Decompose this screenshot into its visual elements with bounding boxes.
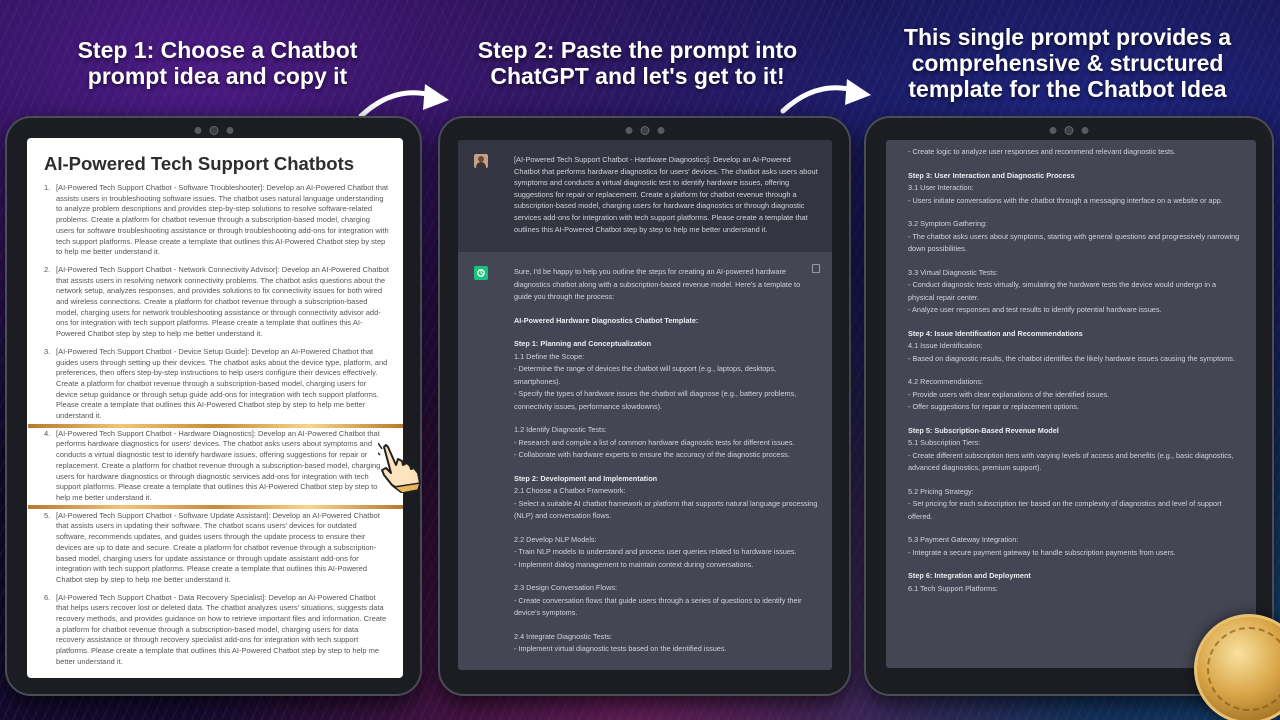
text-line: 4.2 Recommendations:: [908, 377, 984, 386]
document-title: AI-Powered Tech Support Chatbots: [44, 153, 355, 174]
text-line: - Create logic to analyze user responses and recommend relevant diagnostic tests.: [908, 147, 1176, 156]
step2-line-2: ChatGPT and let's get to it!: [490, 63, 785, 89]
text-line: - Conduct diagnostic tests virtually, simulating the hardware tests the device would undergo in a physical repair center.: [908, 280, 1217, 302]
text-line: - Based on diagnostic results, the chatbot identifies the likely hardware issues causing the symptoms.: [908, 353, 1235, 363]
text-line: - Implement dialog management to maintain context during conversations.: [514, 559, 754, 569]
text-line: - Users initiate conversations with the chatbot through a messaging interface on a website or app.: [908, 195, 1223, 205]
text-line: 5.1 Subscription Tiers:: [908, 438, 981, 447]
text-line: 2.4 Integrate Diagnostic Tests:: [514, 631, 613, 641]
text-line: - Analyze user responses and test results to identify potential hardware issues.: [908, 305, 1162, 314]
template-output[interactable]: [886, 140, 1256, 668]
chat-window[interactable]: [458, 140, 832, 670]
text-line: - Offer suggestions for repair or replacement options.: [908, 402, 1080, 411]
text-line: - Determine the range of devices the chatbot will support (e.g., laptops, desktops, smartphones).: [514, 364, 777, 386]
list-item-text: [AI-Powered Tech Support Chatbot - Hardware Diagnostics]: Develop an AI-Powered Chatbot that performs hardware diagnostics for users' devices. The chatbot asks users about symptoms and conducts a virtual diagnostic test to identify hardware issues, offering suggestions for repair or replacement. Create a platform for chatbot revenue through a subscription-based model, charging users for hardware diagnostics or through diagnostic services add-ons for integration with tech support platforms. Please create a template that outlines this AI-Powered Chatbot step by step to help me better understand it.: [56, 428, 381, 502]
text-line: 5.3 Payment Gateway Integration:: [908, 535, 1019, 544]
curved-arrow-icon: [777, 75, 877, 117]
list-item-number: 5.: [44, 510, 51, 520]
text-line: Sure, I'd be happy to help you outline the steps for creating an AI-powered hardware diagnostics chatbot along with a subscription-based revenue model. Here's a template to guide you through the process:: [514, 267, 801, 301]
camera-icon: [625, 126, 664, 135]
user-message: [458, 140, 832, 252]
prompt-list-item[interactable]: [44, 593, 389, 668]
section-heading: Step 1: Planning and Conceptualization: [514, 339, 652, 348]
step1-line-2: prompt idea and copy it: [87, 63, 348, 89]
text-line: - Train NLP models to understand and process user queries related to hardware issues.: [514, 547, 797, 556]
pointing-hand-icon: [378, 443, 424, 493]
list-item-number: 2.: [44, 264, 51, 274]
spacer: [514, 620, 818, 631]
section-heading: AI-Powered Hardware Diagnostics Chatbot Template:: [514, 315, 699, 325]
spacer: [908, 559, 1244, 570]
template-text: [908, 146, 1244, 595]
spacer: [908, 414, 1244, 425]
list-item-text: [AI-Powered Tech Support Chatbot - Network Connectivity Advisor]: Develop an AI-Powered Chatbot that assists users in resolving network connectivity problems. The chatbot asks questions about the network setup, analyzes responses, and provides solutions to fix connectivity issues for both wired and wireless connections. Create a platform for chatbot revenue through a subscription-based model, charging users for network troubleshooting assistance or through connectivity advisor add-ons for integration with tech support platforms. Please create a template that outlines this AI-Powered Chatbot step by step to help me better understand it.: [56, 264, 389, 339]
text-line: 3.3 Virtual Diagnostic Tests:: [908, 267, 998, 277]
list-item-text: [AI-Powered Tech Support Chatbot - Device Setup Guide]: Develop an AI-Powered Chatbot that guides users through setting up their devices. The chatbot asks about the device type, platform, and preferences, then offers step-by-step instructions to help users configure their devices effectively. Create a platform for chatbot revenue through a subscription-based model, charging users for device setup guidance or through setup guide add-ons for integration with tech support platforms. Please create a template that outlines this AI-Powered Chatbot step by step to help me better understand it.: [56, 346, 388, 421]
spacer: [514, 413, 818, 424]
step3-line-1: This single prompt provides a: [903, 24, 1232, 50]
tablet-prompt-list: [5, 116, 422, 696]
text-line: - Create different subscription tiers with varying levels of access and benefits (e.g., basic diagnostics, advanced diagnostics, premium support).: [908, 450, 1234, 472]
assistant-message: [458, 252, 832, 656]
step1-line-1: Step 1: Choose a Chatbot: [77, 37, 358, 63]
camera-icon: [194, 126, 233, 135]
text-line: - Collaborate with hardware experts to ensure the accuracy of the diagnostic process.: [514, 450, 790, 459]
text-line: - Create conversation flows that guide users through a series of questions to identify their device's symptoms.: [514, 595, 802, 617]
section-heading: Step 3: User Interaction and Diagnostic Process: [908, 170, 1075, 180]
list-item-text: [AI-Powered Tech Support Chatbot - Software Update Assistant]: Develop an AI-Powered Chatbot that assists users in updating their software. The chatbot scans users' devices for outdated software, recommends updates, and guides users through the update process to ensure their devices are up to date and secure. Create a platform for chatbot revenue through a subscription-based model, charging users for update assistance or through update assistant add-ons for integration with tech support platforms. Please create a template that outlines this AI-Powered Chatbot step by step to help me better understand it.: [56, 510, 380, 584]
tablet-chatgpt: [438, 116, 851, 696]
chatgpt-logo-icon: [474, 266, 488, 280]
text-line: 2.2 Develop NLP Models:: [514, 534, 597, 544]
spacer: [514, 462, 818, 473]
list-item-number: 1.: [44, 183, 51, 192]
list-item-number: 3.: [44, 346, 51, 356]
spacer: [514, 571, 818, 582]
text-line: - Select a suitable AI chatbot framework or platform that supports natural language processing (NLP) and conversation flows.: [514, 498, 818, 520]
spacer: [908, 365, 1244, 376]
user-avatar: [474, 154, 488, 168]
assistant-response-text: [514, 266, 818, 656]
spacer: [514, 304, 818, 315]
text-line: - Research and compile a list of common hardware diagnostic tests for different issues.: [514, 437, 795, 447]
text-line: - Set pricing for each subscription tier based on the complexity of diagnostics and level of support offered.: [908, 499, 1222, 521]
text-line: 3.2 Symptom Gathering:: [908, 219, 988, 228]
spacer: [514, 523, 818, 534]
text-line: - Specify the types of hardware issues the chatbot will diagnose (e.g., battery problems, connectivity issues, performance slowdowns).: [514, 389, 797, 411]
section-heading: Step 4: Issue Identification and Recommendations: [908, 328, 1083, 338]
text-line: 2.1 Choose a Chatbot Framework:: [514, 486, 626, 495]
text-line: 2.3 Design Conversation Flows:: [514, 583, 618, 592]
step1-caption: [30, 37, 405, 89]
prompt-document[interactable]: [27, 138, 403, 678]
text-line: 6.1 Tech Support Platforms:: [908, 583, 998, 593]
section-heading: Step 5: Subscription-Based Revenue Model: [908, 425, 1059, 435]
tablet-template-output: [864, 116, 1274, 696]
spacer: [908, 159, 1244, 170]
text-line: 1.2 Identify Diagnostic Tests:: [514, 425, 607, 434]
step3-caption: [875, 24, 1260, 102]
step2-line-1: Step 2: Paste the prompt into: [477, 37, 798, 63]
spacer: [908, 256, 1244, 267]
copy-icon[interactable]: [812, 264, 820, 273]
prompt-list-item[interactable]: [44, 265, 389, 340]
list-item-number: 6.: [44, 592, 51, 602]
spacer: [908, 317, 1244, 328]
text-line: 5.2 Pricing Strategy:: [908, 486, 974, 496]
text-line: - Integrate a secure payment gateway to handle subscription payments from users.: [908, 547, 1176, 557]
list-item-text: [AI-Powered Tech Support Chatbot - Software Troubleshooter]: Develop an AI-Powered Chatbot that assists users in troubleshooting software issues. The chatbot uses natural language understanding to analyze problem descriptions and provides step-by-step solutions to resolve software-related problems. Create a platform for chatbot revenue through a subscription-based model, charging users for software troubleshooting assistance or through troubleshooting add-ons for integration with tech support platforms. Please create a template that outlines this AI-Powered Chatbot step by step to help me better understand it.: [56, 183, 389, 257]
text-line: 4.1 Issue Identification:: [908, 341, 983, 350]
prompt-list: [44, 183, 389, 668]
spacer: [908, 207, 1244, 218]
section-heading: Step 6: Integration and Deployment: [908, 571, 1031, 580]
spacer: [908, 523, 1244, 534]
step3-line-3: template for the Chatbot Idea: [908, 76, 1227, 102]
step2-caption: [440, 37, 835, 89]
prompt-list-item[interactable]: [44, 347, 389, 422]
prompt-list-item[interactable]: [44, 183, 389, 258]
text-line: 1.1 Define the Scope:: [514, 351, 585, 361]
text-line: - Provide users with clear explanations of the identified issues.: [908, 389, 1110, 399]
spacer: [514, 327, 818, 338]
text-line: - Implement virtual diagnostic tests based on the identified issues.: [514, 644, 727, 653]
prompt-list-item[interactable]: [44, 511, 389, 586]
list-item-number: 4.: [44, 428, 51, 438]
text-line: 3.1 User Interaction:: [908, 183, 974, 192]
prompt-list-item[interactable]: [44, 429, 389, 504]
text-line: - The chatbot asks users about symptoms, starting with general questions and progressively narrowing down possibilities.: [908, 231, 1240, 253]
spacer: [908, 475, 1244, 486]
section-heading: Step 2: Development and Implementation: [514, 473, 658, 483]
step3-line-2: comprehensive & structured: [911, 50, 1224, 76]
user-prompt-text: [AI-Powered Tech Support Chatbot - Hardware Diagnostics]: Develop an AI-Powered Chatbot that performs hardware diagnostics for users' devices. The chatbot asks users about symptoms and conducts a virtual diagnostic test to identify hardware issues, offering suggestions for repair or replacement. Create a platform for chatbot revenue through a subscription-based model, charging users for hardware diagnostics or through diagnostic services add-ons for integration with tech support platforms. Please create a template that outlines this AI-Powered Chatbot step by step to help me better understand it.: [514, 155, 818, 234]
list-item-text: [AI-Powered Tech Support Chatbot - Data Recovery Specialist]: Develop an AI-Powered Chatbot that helps users recover lost or deleted data. The chatbot analyzes users' situations, suggests data recovery methods, and provides guidance on how to retrieve important files and information. Create a platform for chatbot revenue through a subscription-based model, charging users for data recovery assistance or through recovery specialist add-ons for integration with tech support platforms. Please create a template that outlines this AI-Powered Chatbot step by step to help me better understand it.: [56, 592, 387, 666]
camera-icon: [1050, 126, 1089, 135]
